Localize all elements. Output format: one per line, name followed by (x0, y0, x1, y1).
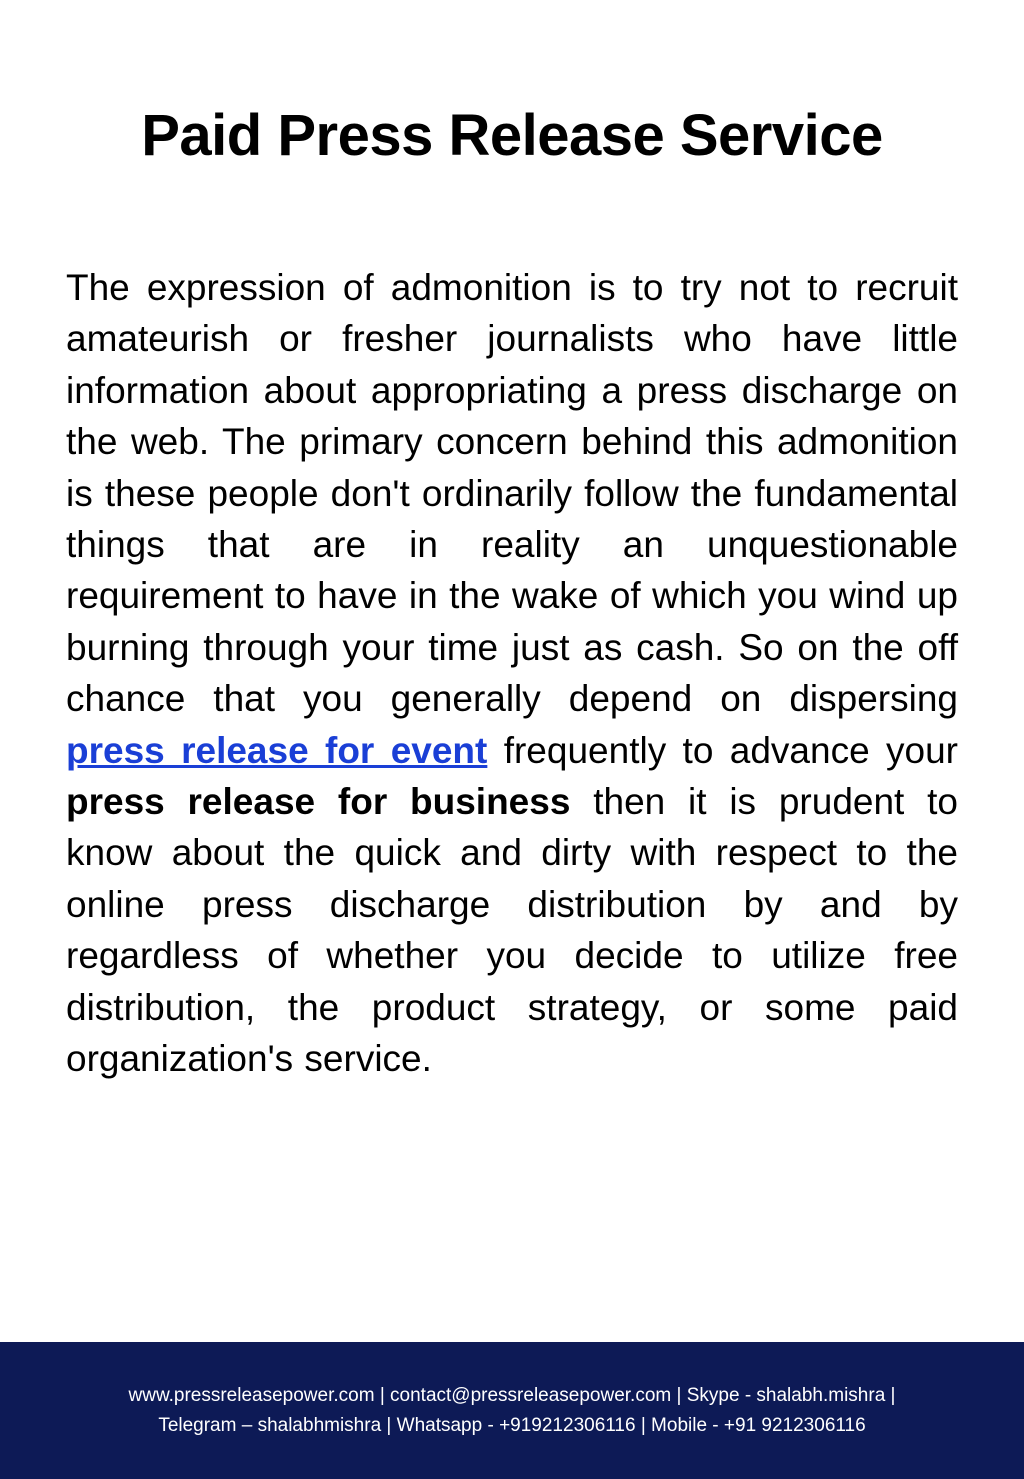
bold-phrase: press release for business (66, 781, 571, 823)
footer-contact-line-2: Telegram – shalabhmishra | Whatsapp - +919212306116 | Mobile - +91 9212306116 (158, 1415, 866, 1436)
contact-footer (0, 1342, 1024, 1479)
paragraph-text-middle: frequently to advance your (487, 729, 958, 771)
paragraph-text-end: then it is prudent to know about the quick and dirty with respect to the online press discharge distribution by and by regardless of whether you decide to utilize free distribution, the product strategy, or some paid organization's service. (66, 781, 958, 1080)
press-release-for-event-link[interactable]: press release for event (66, 729, 488, 771)
paragraph-text-intro: The expression of admonition is to try not to recruit amateurish or fresher journalists who have little information about appropriating a press discharge on the web. The primary concern behind this admonition is these people don't ordinarily follow the fundamental things that are in reality an unquestionable requirement to have in the wake of which you wind up burning through your time just as cash. So on the off chance that you generally depend on dispersing (66, 267, 958, 720)
footer-contact-line-1: www.pressreleasepower.com | contact@pressreleasepower.com | Skype - shalabh.mishra | (128, 1385, 896, 1406)
page-title: Paid Press Release Service (141, 103, 883, 168)
body-paragraph (66, 262, 958, 1085)
